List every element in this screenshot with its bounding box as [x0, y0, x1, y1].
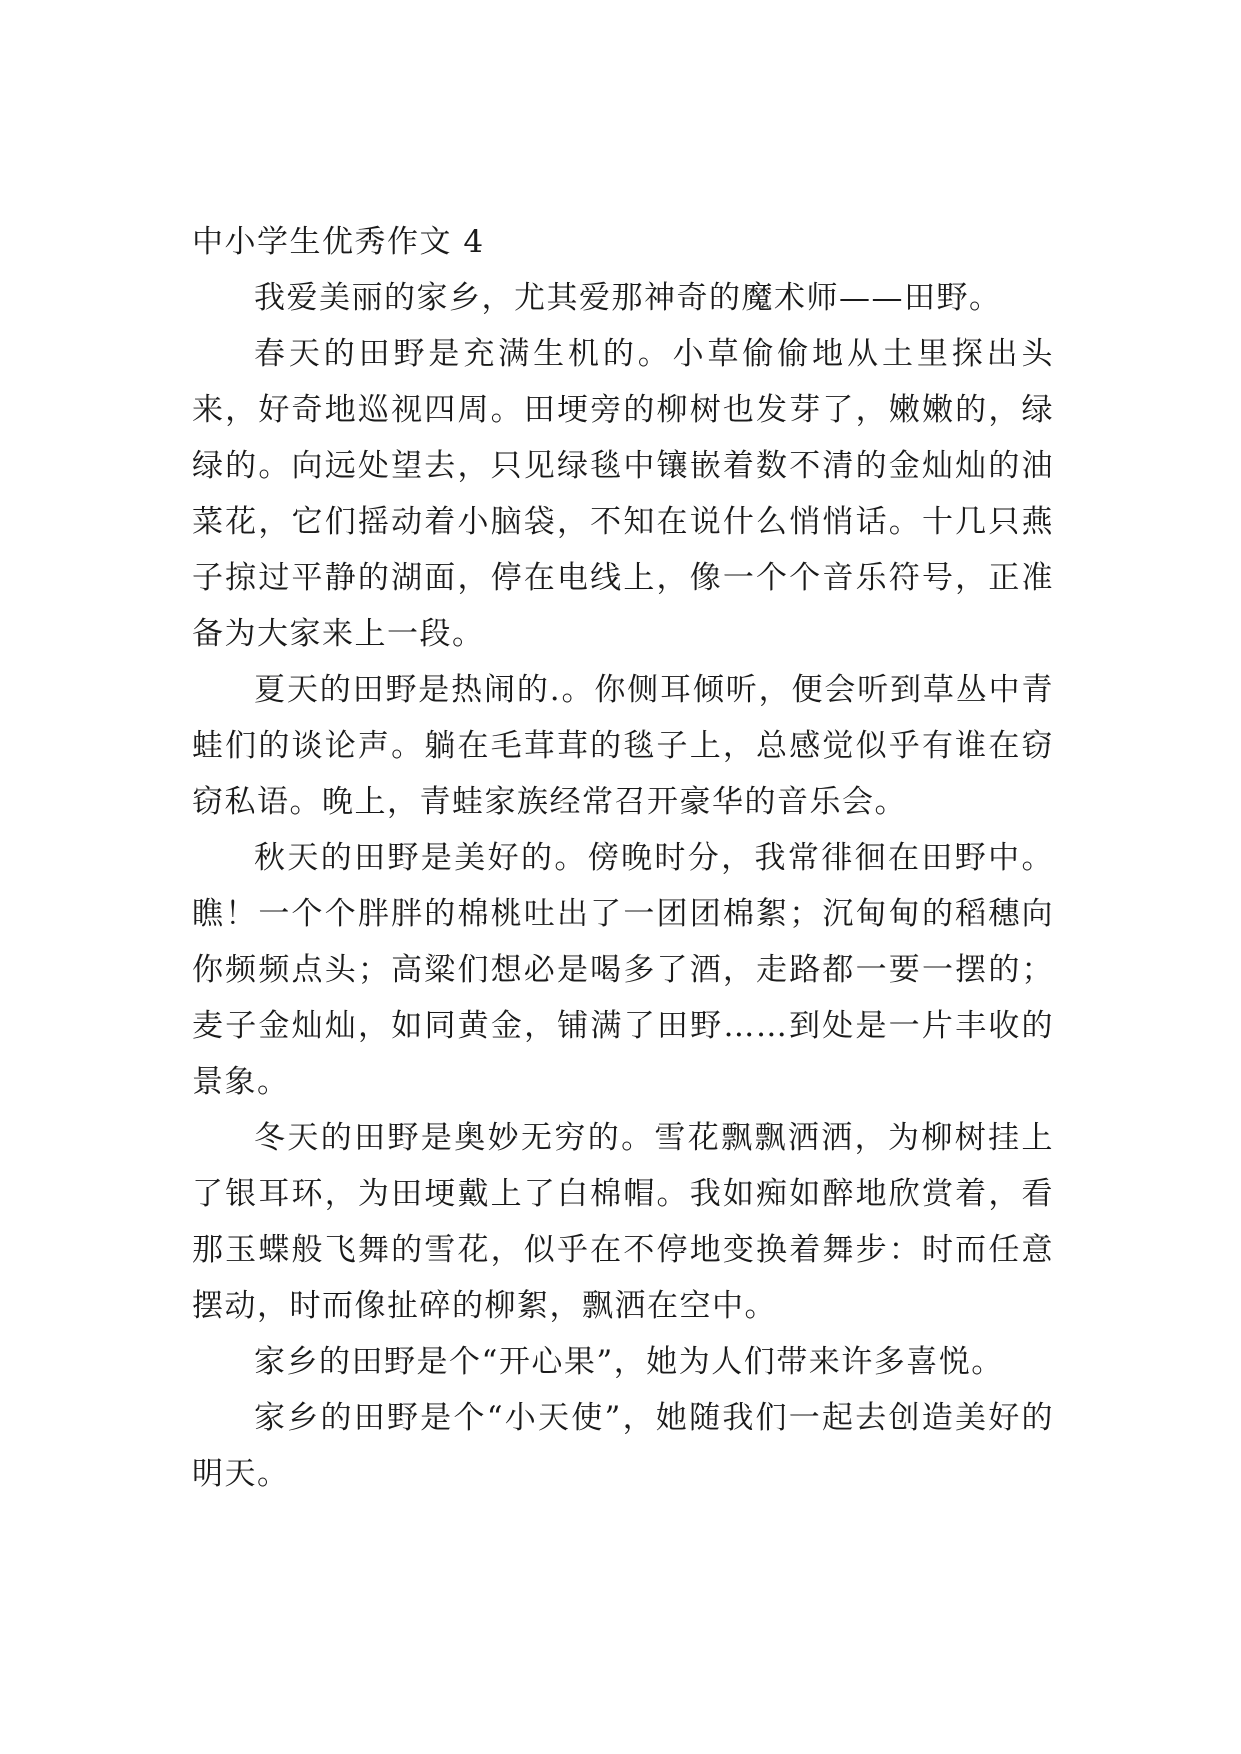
paragraph-little-angel: 家乡的田野是个“小天使”，她随我们一起去创造美好的明天。: [192, 1400, 1054, 1492]
document-body: [192, 214, 1054, 1502]
document-title: 中小学生优秀作文 4: [192, 224, 485, 260]
paragraph-happy-fruit: 家乡的田野是个“开心果”，她为人们带来许多喜悦。: [254, 1344, 1004, 1380]
paragraph-autumn: 秋天的田野是美好的。傍晚时分，我常徘徊在田野中。瞧！一个个胖胖的棉桃吐出了一团团棉絮；沉甸甸的稻穗向你频频点头；高粱们想必是喝多了酒，走路都一要一摆的；麦子金灿灿，如同黄金，铺满了田野……到处是一片丰收的景象。: [192, 840, 1054, 1100]
paragraph-summer: 夏天的田野是热闹的.。你侧耳倾听，便会听到草丛中青蛙们的谈论声。躺在毛茸茸的毯子上，总感觉似乎有谁在窃窃私语。晚上，青蛙家族经常召开豪华的音乐会。: [192, 672, 1054, 820]
paragraph-intro: 我爱美丽的家乡，尤其爱那神奇的魔术师——田野。: [254, 280, 1002, 316]
paragraph-winter: 冬天的田野是奥妙无穷的。雪花飘飘洒洒，为柳树挂上了银耳环，为田埂戴上了白棉帽。我如痴如醉地欣赏着，看那玉蝶般飞舞的雪花，似乎在不停地变换着舞步：时而任意摆动，时而像扯碎的柳絮，飘洒在空中。: [192, 1120, 1054, 1324]
paragraph-spring: 春天的田野是充满生机的。小草偷偷地从土里探出头来，好奇地巡视四周。田埂旁的柳树也发芽了，嫩嫩的，绿绿的。向远处望去，只见绿毯中镶嵌着数不清的金灿灿的油菜花，它们摇动着小脑袋，不知在说什么悄悄话。十几只燕子掠过平静的湖面，停在电线上，像一个个音乐符号，正准备为大家来上一段。: [192, 336, 1054, 652]
